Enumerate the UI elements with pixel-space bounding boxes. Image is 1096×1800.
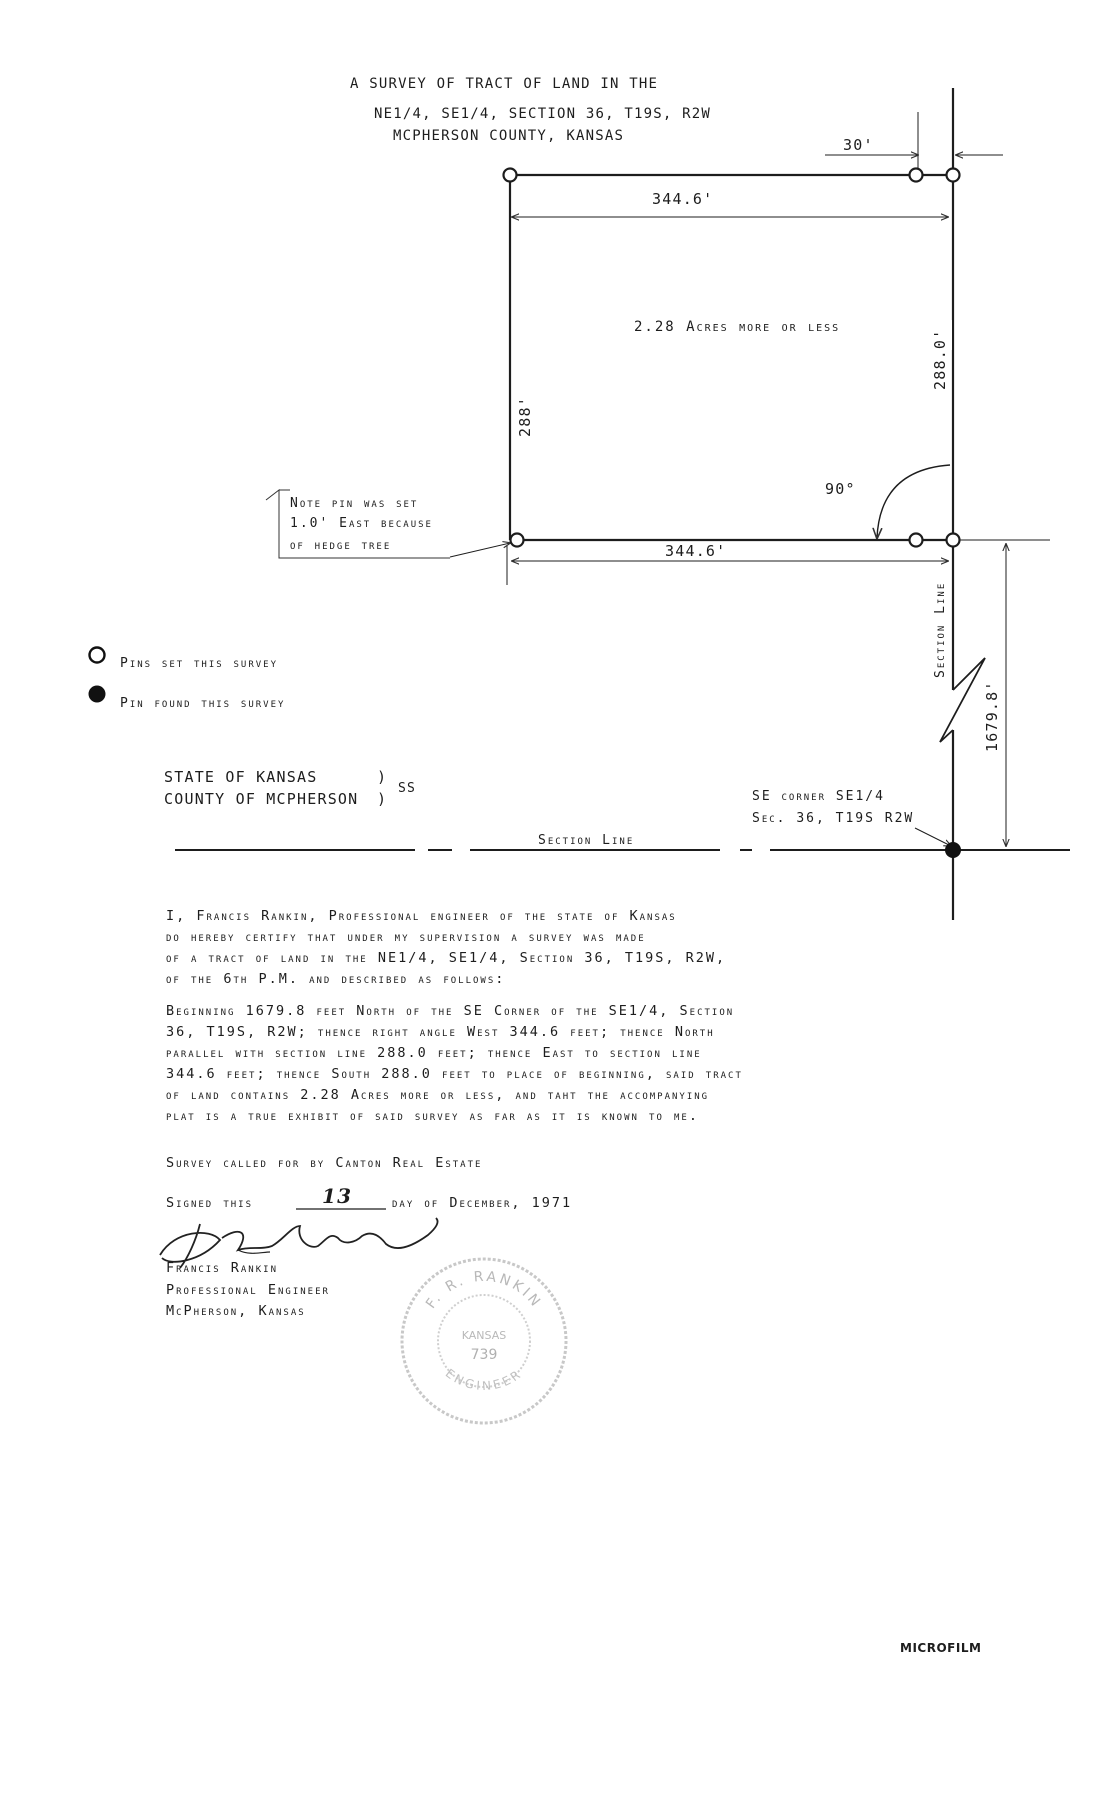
engineer-location: McPherson, Kansas [166,1303,306,1319]
engineer-name: Francis Rankin [166,1260,278,1276]
signed-prefix: Signed this [166,1195,254,1211]
pin-set-nw [504,169,517,182]
signed-suffix: day of December, 1971 [392,1195,573,1211]
svg-text:KANSAS: KANSAS [461,1329,507,1342]
venue-county: COUNTY OF MCPHERSON [164,790,359,808]
corner-label-2: Sec. 36, T19S R2W [752,811,915,826]
title-line-1: A SURVEY OF TRACT OF LAND IN THE [350,76,659,92]
pin-set-sw [511,534,524,547]
pin-set-se-1 [910,534,923,547]
legend-filled-pin-icon [89,686,106,703]
pin-found-se-corner [945,842,961,858]
pin-set-ne-2 [947,169,960,182]
legend-open-pin-icon [90,648,105,663]
corner-label-1: SE corner SE1/4 [752,789,885,804]
note-line-3: of hedge tree [290,538,392,553]
title-line-2: NE1/4, SE1/4, SECTION 36, T19S, R2W [374,106,712,122]
legend-pin-found: Pin found this survey [120,696,286,711]
svg-text:739: 739 [470,1347,498,1363]
engineer-title: Professional Engineer [166,1282,330,1298]
pin-set-se-2 [947,534,960,547]
note-line-1: Note pin was set [290,496,419,511]
angle-label: 90° [825,480,856,498]
venue-state: STATE OF KANSAS [164,768,318,786]
signed-day: 13 [322,1184,353,1208]
engineer-seal [398,1255,570,1427]
section-line-label-horizontal: Section Line [538,833,635,848]
dim-right-height: 288.0' [931,328,949,390]
dim-section-distance: 1679.8' [983,680,1001,752]
title-line-3: MCPHERSON COUNTY, KANSAS [393,128,625,144]
survey-called-for: Survey called for by Canton Real Estate [166,1155,483,1171]
area-label: 2.28 Acres more or less [634,319,841,335]
dim-bottom-width: 344.6' [665,542,727,560]
legend-pins-set: Pins set this survey [120,656,279,671]
svg-text:F. R. RANKIN: F. R. RANKIN [423,1268,545,1312]
venue-ss: SS [398,781,417,796]
venue-brace-1: ) [377,768,388,786]
certificate-description: Beginning 1679.8 feet North of the SE Corner of the SE1/4, Section 36, T19S, R2W; thence right angle West 344.6 feet; thence North parallel with section line 288.0 feet; thence East to section line 344.6 feet; thence South 288.0 feet to place of beginning, said tract of land contains 2.28 Acres more or less, and taht the accompanying plat is a true exhibit of said survey as far as it is known to me. [166,1003,743,1124]
venue-brace-2: ) [377,790,388,808]
certificate-intro: I, Francis Rankin, Professional engineer of the state of Kansas do hereby certify that under my supervision a survey was made of a tract of land in the NE1/4, SE1/4, Section 36, T19S, R2W, of the 6th P.M. and described as follows: [166,908,727,987]
section-line-label-vertical: Section Line [933,581,948,678]
dim-left-height: 288' [516,396,534,437]
microfilm-stamp: MICROFILM [900,1641,982,1655]
note-line-2: 1.0' East because [290,516,433,531]
pin-set-ne-1 [910,169,923,182]
dim-top-width: 344.6' [652,190,714,208]
dim-offset-30: 30' [843,136,874,154]
svg-text:ENGINEER: ENGINEER [442,1366,526,1394]
